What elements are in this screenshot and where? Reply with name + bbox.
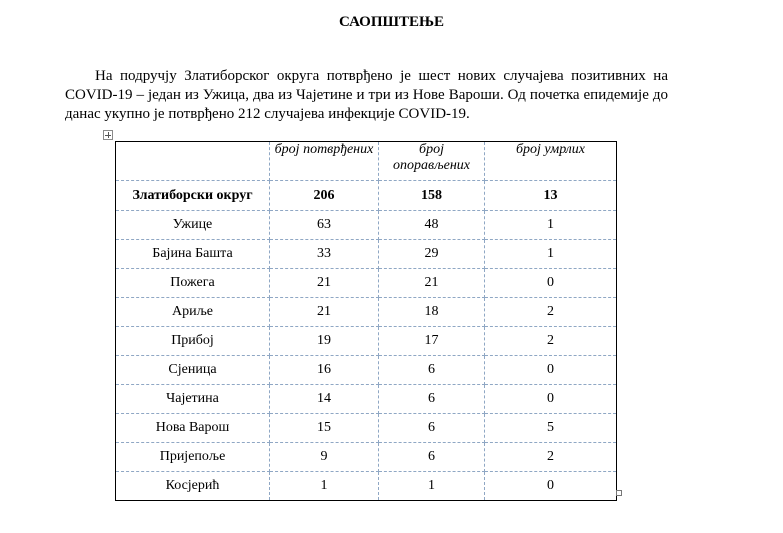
- document-title: САОПШТЕЊЕ: [338, 14, 445, 30]
- row-name: Косјерић: [116, 472, 270, 501]
- row-name: Пожега: [116, 269, 270, 298]
- row-deaths: 0: [485, 356, 617, 385]
- table-row: [116, 298, 617, 327]
- table-row: [116, 240, 617, 269]
- row-name: Чајетина: [116, 385, 270, 414]
- row-name: Сјеница: [116, 356, 270, 385]
- table-row: [116, 356, 617, 385]
- row-recovered: 6: [379, 356, 485, 385]
- row-confirmed: 19: [270, 327, 379, 356]
- header-municipality: [116, 142, 270, 181]
- table-row: [116, 269, 617, 298]
- row-recovered: 29: [379, 240, 485, 269]
- header-confirmed: број потврђених: [270, 142, 379, 181]
- table-row: [116, 211, 617, 240]
- table-row: [116, 327, 617, 356]
- row-recovered: 48: [379, 211, 485, 240]
- row-recovered: 6: [379, 385, 485, 414]
- row-confirmed: 33: [270, 240, 379, 269]
- covid-cases-table: [115, 141, 617, 501]
- row-deaths: 0: [485, 385, 617, 414]
- row-name: Ариље: [116, 298, 270, 327]
- row-recovered: 18: [379, 298, 485, 327]
- row-deaths: 0: [485, 472, 617, 501]
- row-recovered: 6: [379, 443, 485, 472]
- row-confirmed: 16: [270, 356, 379, 385]
- table-row: [116, 414, 617, 443]
- total-recovered: 158: [379, 181, 485, 211]
- total-name: Златиборски округ: [116, 181, 270, 211]
- row-confirmed: 63: [270, 211, 379, 240]
- total-confirmed: 206: [270, 181, 379, 211]
- row-deaths: 5: [485, 414, 617, 443]
- row-recovered: 1: [379, 472, 485, 501]
- table-resize-handle[interactable]: [616, 490, 622, 496]
- row-recovered: 17: [379, 327, 485, 356]
- row-name: Бајина Башта: [116, 240, 270, 269]
- row-deaths: 2: [485, 327, 617, 356]
- header-deaths: број умрлих: [485, 142, 617, 181]
- table-row: [116, 443, 617, 472]
- row-name: Нова Варош: [116, 414, 270, 443]
- row-name: Пријепоље: [116, 443, 270, 472]
- total-deaths: 13: [485, 181, 617, 211]
- announcement-paragraph: На подручју Златиборског округа потврђено је шест нових случајева позитивних на COVID-19 – један из Ужица, два из Чајетине и три из Нове Вароши. Од почетка епидемије до данас укупно је потврђено 212 случајева инфекције COVID-19.: [65, 68, 668, 122]
- row-deaths: 2: [485, 443, 617, 472]
- row-confirmed: 15: [270, 414, 379, 443]
- table-move-handle-icon[interactable]: [103, 130, 113, 140]
- row-name: Ужице: [116, 211, 270, 240]
- table-total-row: [116, 181, 617, 211]
- row-confirmed: 9: [270, 443, 379, 472]
- table-row: [116, 385, 617, 414]
- row-deaths: 0: [485, 269, 617, 298]
- table-header-row: [116, 142, 617, 181]
- row-recovered: 6: [379, 414, 485, 443]
- row-name: Прибој: [116, 327, 270, 356]
- row-deaths: 1: [485, 211, 617, 240]
- row-deaths: 2: [485, 298, 617, 327]
- row-confirmed: 1: [270, 472, 379, 501]
- table-row: [116, 472, 617, 501]
- row-confirmed: 21: [270, 269, 379, 298]
- row-recovered: 21: [379, 269, 485, 298]
- row-confirmed: 14: [270, 385, 379, 414]
- row-confirmed: 21: [270, 298, 379, 327]
- row-deaths: 1: [485, 240, 617, 269]
- header-recovered: број опорављених: [379, 142, 485, 181]
